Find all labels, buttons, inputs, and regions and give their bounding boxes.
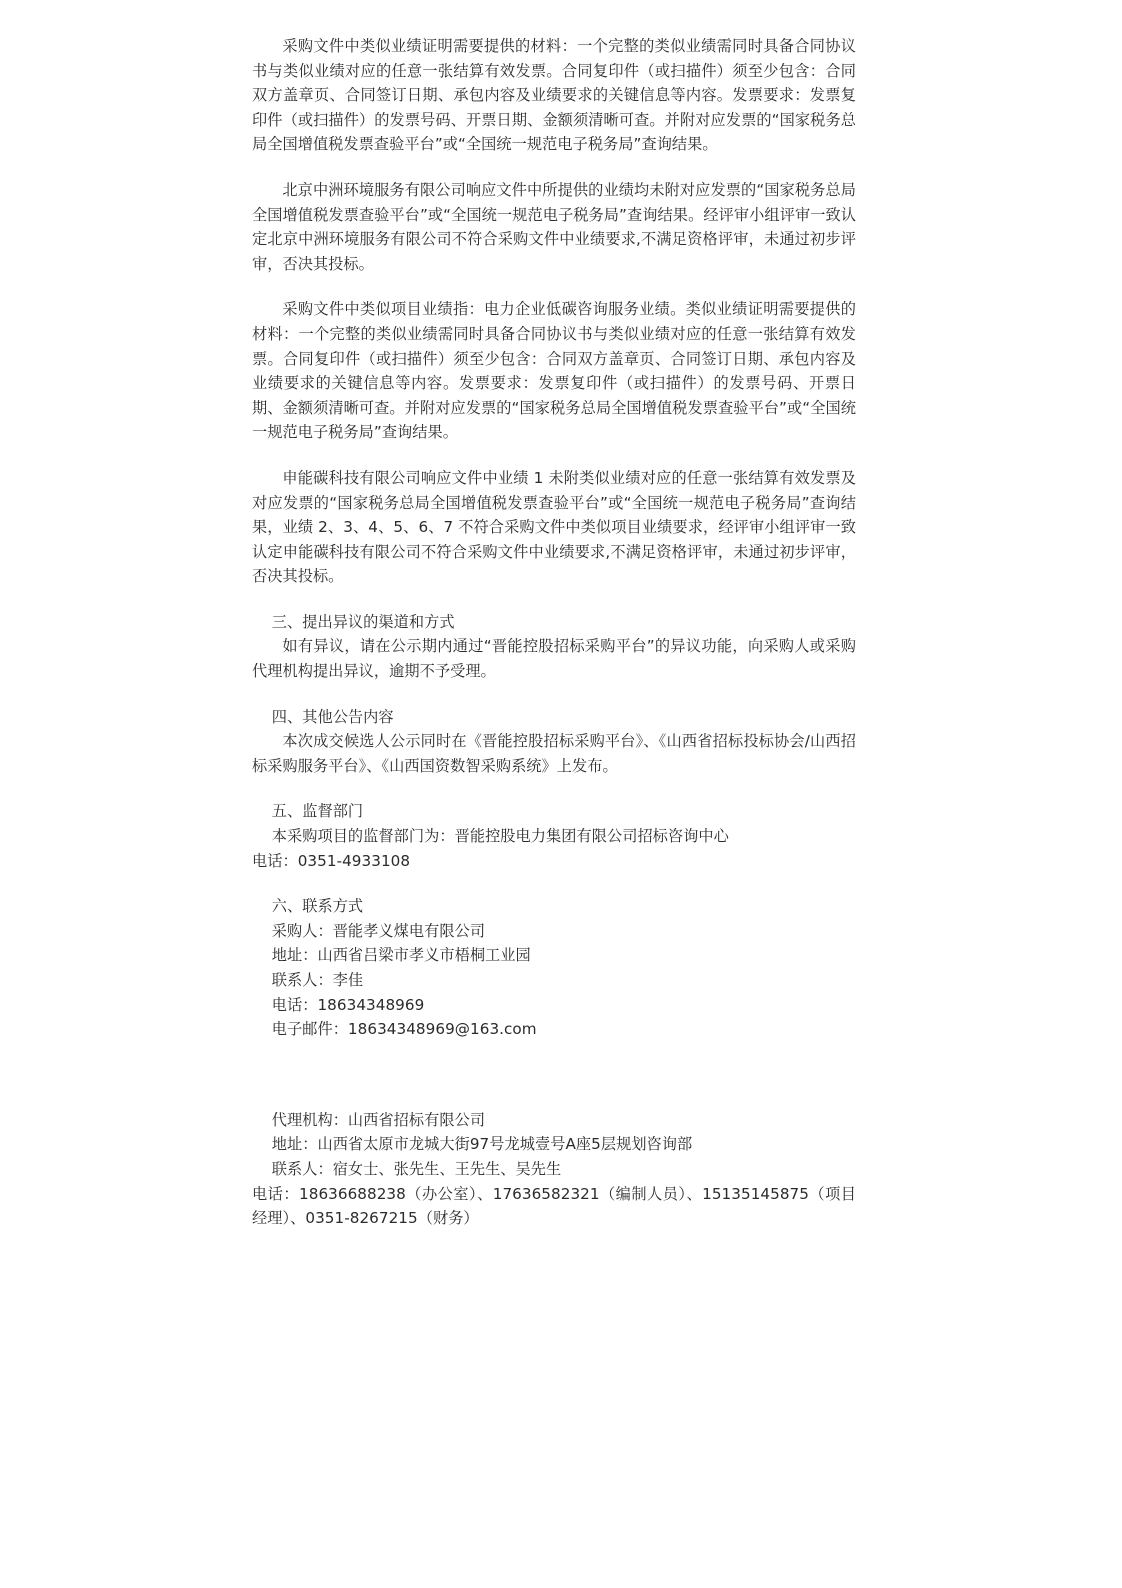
agency-phone: 电话：18636688238（办公室）、17636582321（编制人员）、15135145875（项目经理）、0351-8267215（财务） (252, 1184, 856, 1228)
supervision-phone: 电话：0351-4933108 (252, 851, 411, 870)
section-heading-objection: 三、提出异议的渠道和方式 (271, 612, 455, 631)
paragraph-publication-platforms: 本次成交候选人公示同时在《晋能控股招标采购平台》、《山西省招标投标协会/山西招标采购服务平台》、《山西国资数智采购系统》上发布。 (252, 732, 856, 775)
paragraph-similar-performance-materials: 采购文件中类似业绩证明需要提供的材料：一个完整的类似业绩需同时具备合同协议书与类似业绩对应的任意一张结算有效发票。合同复印件（或扫描件）须至少包含：合同双方盖章页、合同签订日期、承包内容及业绩要求的关键信息等内容。发票要求：发票复印件（或扫描件）的发票号码、开票日期、金额须清晰可查。并附对应发票的“国家税务总局全国增值税发票查验平台”或“全国统一规范电子税务局”查询结果。 (252, 37, 856, 154)
agency-name: 代理机构：山西省招标有限公司 (271, 1110, 486, 1129)
purchaser-phone: 电话：18634348969 (271, 995, 425, 1014)
section-heading-other-content: 四、其他公告内容 (271, 707, 394, 726)
spacer (252, 1042, 856, 1086)
agency-address: 地址：山西省太原市龙城大街97号龙城壹号A座5层规划咨询部 (271, 1135, 693, 1154)
paragraph-similar-project-definition: 采购文件中类似项目业绩指：电力企业低碳咨询服务业绩。类似业绩证明需要提供的材料：一个完整的类似业绩需同时具备合同协议书与类似业绩对应的任意一张结算有效发票。合同复印件（或扫描件）须至少包含：合同双方盖章页、合同签订日期、承包内容及业绩要求的关键信息等内容。发票要求：发票复印件（或扫描件）的发票号码、开票日期、金额须清晰可查。并附对应发票的“国家税务总局全国增值税发票查验平台”或“全国统一规范电子税务局”查询结果。 (252, 300, 856, 442)
purchaser-email: 电子邮件：18634348969@163.com (271, 1020, 537, 1039)
agency-contact-persons: 联系人：宿女士、张先生、王先生、吴先生 (271, 1159, 562, 1178)
paragraph-beijing-zhongzhou-rejection: 北京中洲环境服务有限公司响应文件中所提供的业绩均未附对应发票的“国家税务总局全国增值税发票查验平台”或“全国统一规范电子税务局”查询结果。经评审小组评审一致认定北京中洲环境服务有限公司不符合采购文件中业绩要求,不满足资格评审，未通过初步评审，否决其投标。 (252, 180, 856, 273)
document-body (252, 34, 856, 1231)
paragraph-objection-channel: 如有异议，请在公示期内通过“晋能控股招标采购平台”的异议功能，向采购人或采购代理机构提出异议，逾期不予受理。 (252, 637, 856, 681)
section-heading-supervision: 五、监督部门 (271, 802, 364, 821)
section-heading-contact: 六、联系方式 (271, 897, 364, 916)
purchaser-name: 采购人：晋能孝义煤电有限公司 (271, 921, 486, 940)
paragraph-shenneng-rejection: 申能碳科技有限公司响应文件中业绩 1 未附类似业绩对应的任意一张结算有效发票及对应发票的“国家税务总局全国增值税发票查验平台”或“全国统一规范电子税务局”查询结果，业绩 2、3、4、5、6、7 不符合采购文件中类似项目业绩要求，经评审小组评审一致认定申能碳科技有限公司不符合采购文件中业绩要求,不满足资格评审，未通过初步评审，否决其投标。 (252, 468, 856, 586)
purchaser-address: 地址：山西省吕梁市孝义市梧桐工业园 (271, 946, 531, 965)
supervision-department: 本采购项目的监督部门为：晋能控股电力集团有限公司招标咨询中心 (271, 827, 729, 846)
purchaser-contact-person: 联系人：李佳 (271, 971, 364, 989)
